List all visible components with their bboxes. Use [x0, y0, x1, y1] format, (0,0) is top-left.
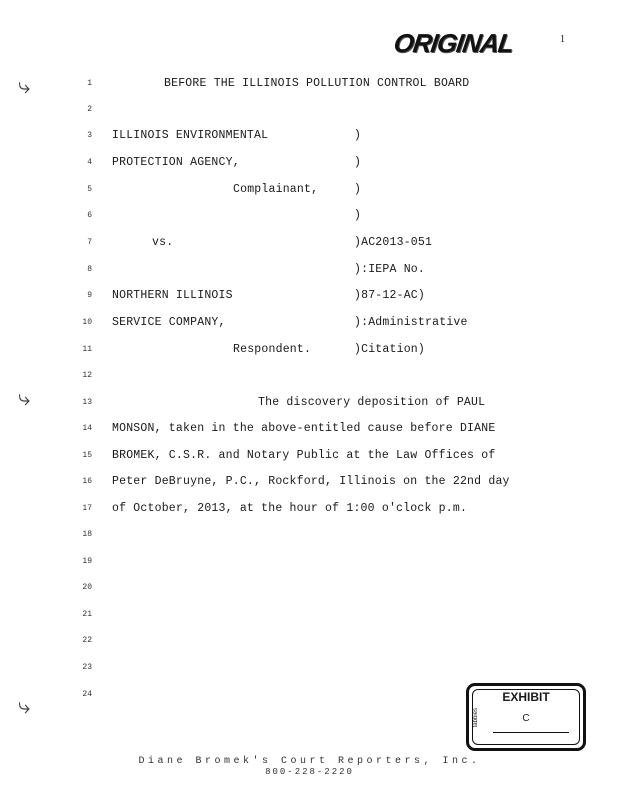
body-text: of October, 2013, at the hour of 1:00 o'clock p.m. [112, 502, 468, 515]
versus-label: vs. [152, 236, 174, 249]
line-number: 13 [82, 398, 92, 407]
respondent-label: Respondent. [233, 343, 312, 356]
punch-hole-mark-middle: ⤷ [18, 386, 31, 411]
exhibit-sticker [466, 683, 586, 751]
body-text: Peter DeBruyne, P.C., Rockford, Illinois on the 22nd day [112, 475, 510, 488]
line-number: 7 [87, 238, 92, 247]
line-11 [0, 340, 619, 360]
exhibit-title: EXHIBIT [502, 690, 550, 704]
line-19 [0, 552, 619, 572]
exhibit-side-text: tabbies [473, 708, 479, 728]
footer-company: Diane Bromek's Court Reporters, Inc. [138, 756, 481, 767]
body-text: The discovery deposition of PAUL [258, 396, 486, 409]
line-14 [0, 419, 619, 439]
line-21 [0, 605, 619, 625]
line-5 [0, 180, 619, 200]
line-number: 3 [87, 131, 92, 140]
line-number: 21 [82, 610, 92, 619]
line-23 [0, 658, 619, 678]
line-number: 23 [82, 663, 92, 672]
line-8 [0, 260, 619, 280]
line-3 [0, 126, 619, 146]
line-number: 6 [87, 211, 92, 220]
line-number: 1 [87, 79, 92, 88]
line-20 [0, 578, 619, 598]
body-text: MONSON, taken in the above-entitled cause before DIANE [112, 422, 496, 435]
line-number: 18 [82, 530, 92, 539]
line-1 [0, 74, 619, 94]
line-9 [0, 286, 619, 306]
line-10 [0, 313, 619, 333]
line-number: 16 [82, 477, 92, 486]
line-18 [0, 525, 619, 545]
citation-label: )Citation) [354, 343, 426, 356]
line-number: 9 [87, 291, 92, 300]
line-number: 4 [87, 158, 92, 167]
iepa-number: )87-12-AC) [354, 289, 426, 302]
line-7 [0, 233, 619, 253]
original-stamp: ORIGINAL [391, 28, 516, 58]
case-number: )AC2013-051 [354, 236, 433, 249]
respondent-name-1: NORTHERN ILLINOIS [112, 289, 233, 302]
footer-phone: 800-228-2220 [265, 767, 354, 777]
line-number: 17 [82, 504, 92, 513]
complainant-name-1: ILLINOIS ENVIRONMENTAL [112, 129, 269, 142]
line-number: 5 [87, 185, 92, 194]
line-22 [0, 631, 619, 651]
line-4 [0, 153, 619, 173]
line-2 [0, 100, 619, 120]
line-15 [0, 446, 619, 466]
caption-bracket: ) [354, 209, 362, 222]
line-number: 2 [87, 105, 92, 114]
complainant-name-2: PROTECTION AGENCY, [112, 156, 240, 169]
caption-bracket: ) [354, 156, 362, 169]
respondent-name-2: SERVICE COMPANY, [112, 316, 226, 329]
line-17 [0, 499, 619, 519]
caption-title: BEFORE THE ILLINOIS POLLUTION CONTROL BOARD [164, 77, 470, 90]
line-number: 20 [82, 583, 92, 592]
iepa-number-label: ):IEPA No. [354, 263, 426, 276]
line-number: 12 [82, 371, 92, 380]
line-number: 15 [82, 451, 92, 460]
line-number: 22 [82, 636, 92, 645]
line-12 [0, 366, 619, 386]
punch-hole-mark-top: ⤷ [18, 74, 31, 99]
body-text: BROMEK, C.S.R. and Notary Public at the Law Offices of [112, 449, 496, 462]
line-6 [0, 206, 619, 226]
page-number: 1 [560, 34, 565, 45]
line-number: 8 [87, 265, 92, 274]
line-16 [0, 472, 619, 492]
line-number: 24 [82, 690, 92, 699]
exhibit-letter: C [522, 713, 530, 724]
line-number: 14 [82, 424, 92, 433]
administrative-label: ):Administrative [354, 316, 468, 329]
punch-hole-mark-bottom: ⤷ [18, 694, 31, 719]
caption-bracket: ) [354, 129, 362, 142]
line-number: 19 [82, 557, 92, 566]
caption-bracket: ) [354, 183, 362, 196]
line-number: 10 [82, 318, 92, 327]
exhibit-signature-line [493, 732, 569, 733]
complainant-label: Complainant, [233, 183, 319, 196]
line-number: 11 [82, 345, 92, 354]
line-13 [0, 393, 619, 413]
